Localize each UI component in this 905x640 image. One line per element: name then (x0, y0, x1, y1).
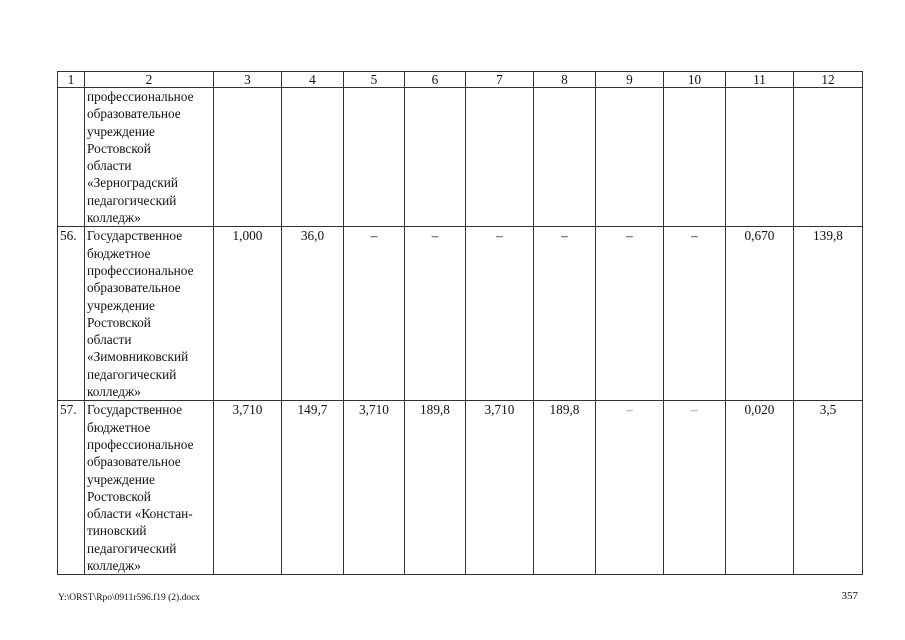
column-header: 3 (214, 72, 282, 88)
value-cell: 3,710 (214, 401, 282, 575)
value-cell (726, 88, 794, 227)
value-cell: – (664, 401, 726, 575)
value-cell: – (664, 227, 726, 401)
value-cell (214, 88, 282, 227)
institution-name-line: колледж» (87, 384, 141, 400)
column-header: 5 (344, 72, 405, 88)
institution-name-cell (85, 227, 214, 401)
institution-name-line: бюджетное (87, 245, 151, 261)
column-header: 12 (794, 72, 863, 88)
value-cell: – (596, 227, 664, 401)
institution-name-line: педагогический (87, 192, 177, 208)
table-row (58, 401, 863, 575)
value-cell: 189,8 (534, 401, 596, 575)
institution-name-line: профессиональное (87, 262, 194, 278)
institution-name-line: Ростовской (87, 488, 151, 504)
value-cell: 3,710 (344, 401, 405, 575)
institution-name-line: учреждение (87, 471, 155, 487)
value-cell (794, 88, 863, 227)
column-header: 7 (466, 72, 534, 88)
column-header: 9 (596, 72, 664, 88)
column-header: 6 (405, 72, 466, 88)
institution-name-line: педагогический (87, 366, 177, 382)
value-cell: – (596, 401, 664, 575)
column-header: 8 (534, 72, 596, 88)
institution-name-line: профессиональное (87, 89, 194, 104)
value-cell: 3,710 (466, 401, 534, 575)
row-index-cell (58, 88, 85, 227)
table-row (58, 88, 863, 227)
column-header: 2 (85, 72, 214, 88)
value-cell (534, 88, 596, 227)
data-table (57, 71, 863, 575)
institution-name-line: Государственное (87, 228, 183, 244)
institution-name-cell (85, 88, 214, 227)
value-cell (596, 88, 664, 227)
page-number: 357 (841, 590, 858, 602)
value-cell: – (466, 227, 534, 401)
value-cell: – (534, 227, 596, 401)
institution-name-line: «Зерноградский (87, 175, 178, 191)
institution-name-line: «Зимовниковский (87, 349, 189, 365)
institution-name-line: колледж» (87, 558, 141, 574)
institution-name-line: Ростовской (87, 314, 151, 330)
value-cell: 149,7 (282, 401, 344, 575)
column-header: 10 (664, 72, 726, 88)
column-header: 11 (726, 72, 794, 88)
institution-name-line: образовательное (87, 454, 181, 470)
institution-name-line: учреждение (87, 123, 155, 139)
value-cell (664, 88, 726, 227)
value-cell (466, 88, 534, 227)
institution-name-line: области «Констан- (87, 506, 193, 522)
institution-name-line: образовательное (87, 106, 181, 122)
header-row (58, 72, 863, 88)
value-cell: 189,8 (405, 401, 466, 575)
column-header: 1 (58, 72, 85, 88)
value-cell: 0,670 (726, 227, 794, 401)
value-cell: 139,8 (794, 227, 863, 401)
value-cell: – (344, 227, 405, 401)
institution-name-line: профессиональное (87, 436, 194, 452)
value-cell (282, 88, 344, 227)
institution-name-line: области (87, 158, 132, 174)
value-cell: – (405, 227, 466, 401)
institution-name-cell (85, 401, 214, 575)
institution-name-line: Государственное (87, 402, 183, 418)
value-cell: 36,0 (282, 227, 344, 401)
value-cell (405, 88, 466, 227)
institution-name-line: области (87, 332, 132, 348)
column-header: 4 (282, 72, 344, 88)
institution-name-line: Ростовской (87, 140, 151, 156)
table-row (58, 227, 863, 401)
value-cell (344, 88, 405, 227)
institution-name-line: колледж» (87, 210, 141, 226)
institution-name-line: образовательное (87, 280, 181, 296)
row-index-cell: 57. (58, 401, 85, 575)
institution-name-line: тиновский (87, 523, 147, 539)
row-index-cell: 56. (58, 227, 85, 401)
institution-name-line: бюджетное (87, 419, 151, 435)
value-cell: 3,5 (794, 401, 863, 575)
table-body (58, 88, 863, 575)
value-cell: 1,000 (214, 227, 282, 401)
value-cell: 0,020 (726, 401, 794, 575)
institution-name-line: учреждение (87, 297, 155, 313)
footer-file-path: Y:\ORST\Rpo\0911r596.f19 (2).docx (58, 593, 201, 603)
institution-name-line: педагогический (87, 540, 177, 556)
